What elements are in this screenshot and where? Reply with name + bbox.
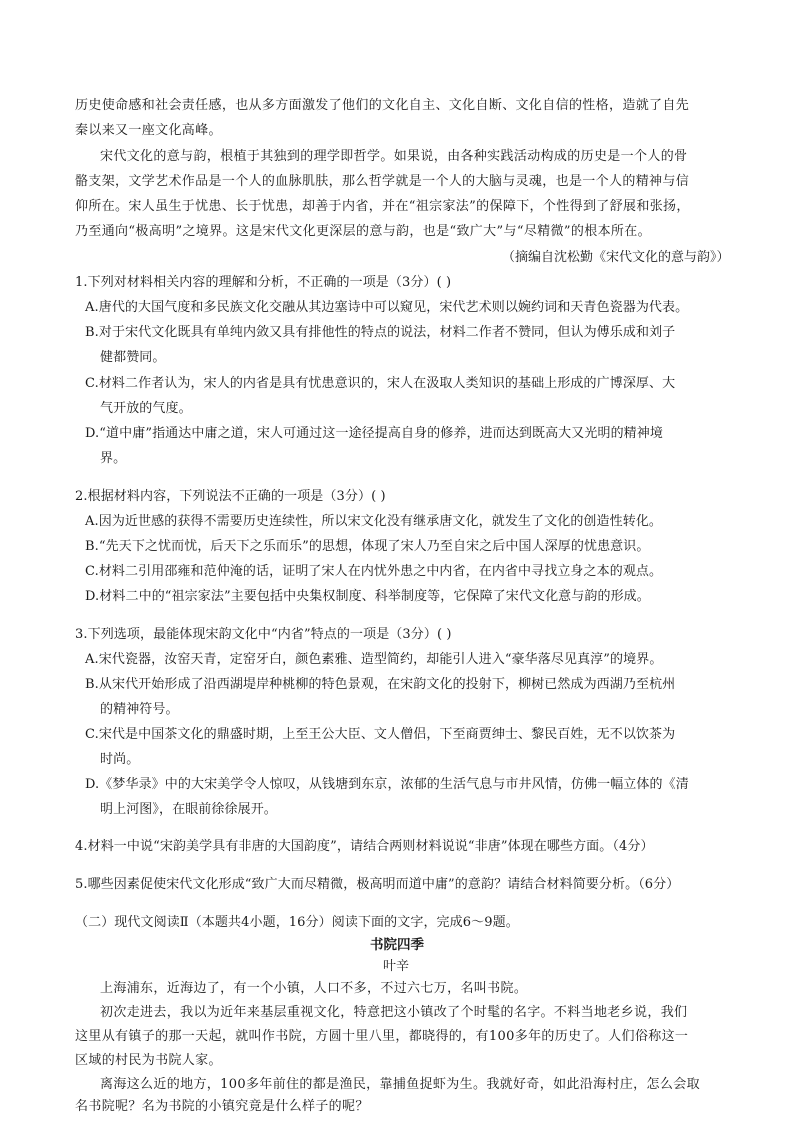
- question-2-stem: 2.根据材料内容，下列说法不正确的一项是（3分）( ): [75, 489, 386, 504]
- section-2-header: （二）现代文阅读Ⅱ（本题共4小题，16分）阅读下面的文字，完成6～9题。: [75, 915, 519, 930]
- article-paragraph-line: 初次走进去，我以为近年来基层重视文化，特意把这小镇改了个时髦的名字。不料当地老乡说，我们: [100, 1005, 688, 1020]
- question-1-option-d-cont: 界。: [100, 451, 127, 466]
- material-paragraph-line: 骼支架，文学艺术作品是一个人的血脉肌肤，那么哲学就是一个人的大脑与灵魂，也是一个人的精神与信: [75, 174, 690, 189]
- question-2-option-a: A.因为近世感的获得不需要历史连续性，所以宋文化没有继承唐文化，就发生了文化的创造性转化。: [85, 514, 663, 529]
- question-2-option-b: B.“先天下之忧而忧，后天下之乐而乐”的思想，体现了宋人乃至自宋之后中国人深厚的忧患意识。: [85, 539, 650, 554]
- material-paragraph-line: 历史使命感和社会责任感，也从多方面激发了他们的文化自主、文化自断、文化自信的性格，造就了自先: [75, 98, 690, 113]
- question-3-option-a: A.宋代瓷器，汝窑天青，定窑牙白，颜色素雅、造型简约，却能引人进入“豪华落尽见真淳”的境界。: [85, 652, 663, 667]
- article-paragraph-line: 这里从有镇子的那一天起，就叫作书院，方圆十里八里，都晓得的，有100多年的历史了。人们俗称这一: [75, 1029, 689, 1044]
- question-4: 4.材料一中说“宋韵美学具有非唐的大国韵度”，请结合两则材料说说“非唐”体现在哪些方面。（4分）: [75, 839, 654, 854]
- question-2-option-c: C.材料二引用邵雍和范仲淹的话，证明了宋人在内忧外患之中内省，在内省中寻找立身之本的观点。: [85, 564, 663, 579]
- article-author: 叶辛: [383, 959, 410, 974]
- question-1-option-b-cont: 健都赞同。: [100, 350, 166, 365]
- question-3-option-b: B.从宋代开始形成了沿西湖堤岸种桃柳的特色景观，在宋韵文化的投射下，柳树已然成为西湖乃至杭州: [85, 677, 676, 692]
- article-paragraph-line: 区域的村民为书院人家。: [75, 1053, 222, 1068]
- article-paragraph-line: 离海这么近的地方，100多年前住的都是渔民，靠捕鱼捉虾为生。我就好奇，如此沿海村庄，怎么会取: [100, 1077, 700, 1092]
- question-2-option-d: D.材料二中的“祖宗家法”主要包括中央集权制度、科举制度等，它保障了宋代文化意与韵的形成。: [85, 589, 650, 604]
- question-1-option-b: B.对于宋代文化既具有单纯内敛又具有排他性的特点的说法，材料二作者不赞同，但认为傅乐成和刘子: [85, 325, 676, 340]
- question-3-stem: 3.下列选项，最能体现宋韵文化中“内省”特点的一项是（3分）( ): [75, 627, 452, 642]
- material-paragraph-line: 秦以来又一座文化高峰。: [75, 123, 222, 138]
- question-1-option-c-cont: 气开放的气度。: [100, 401, 192, 416]
- article-title: 书院四季: [370, 937, 424, 953]
- question-3-option-c-cont: 时尚。: [100, 752, 140, 767]
- question-5: 5.哪些因素促使宋代文化形成“致广大而尽精微，极高明而道中庸”的意韵？请结合材料简要分析。（6分）: [75, 877, 680, 892]
- question-1-option-d: D.“道中庸”指通达中庸之道，宋人可通过这一途径提高自身的修养，进而达到既高大又光明的精神境: [85, 426, 663, 441]
- question-3-option-d-cont: 明上河图》，在眼前徐徐展开。: [100, 802, 277, 817]
- question-3-option-c: C.宋代是中国茶文化的鼎盛时期，上至王公大臣、文人僧侣，下至商贾绅士、黎民百姓，无不以饮茶为: [85, 727, 676, 742]
- material-paragraph-line: 仰所在。宋人虽生于忧患、长于忧患，却善于内省，并在“祖宗家法”的保障下，个性得到了舒展和张扬，: [75, 199, 690, 214]
- question-1-option-c: C.材料二作者认为，宋人的内省是具有忧患意识的，宋人在汲取人类知识的基础上形成的广博深厚、大: [85, 376, 676, 391]
- question-3-option-b-cont: 的精神符号。: [100, 702, 179, 717]
- question-3-option-d: D.《梦华录》中的大宋美学令人惊叹，从钱塘到东京，浓郁的生活气息与市井风情，仿佛一幅立体的《清: [85, 777, 689, 792]
- material-paragraph-line: 乃至通向“极高明”之境界。这是宋代文化更深层的意与韵，也是“致广大”与“尽精微”的根本所在。: [75, 224, 651, 239]
- question-1-stem: 1.下列对材料相关内容的理解和分析，不正确的一项是（3分）( ): [75, 275, 452, 290]
- material-source: （摘编自沈松勤《宋代文化的意与韵》）: [502, 250, 730, 265]
- material-paragraph-line: 宋代文化的意与韵，根植于其独到的理学即哲学。如果说，由各种实践活动构成的历史是一个人的骨: [100, 149, 688, 164]
- question-1-option-a: A.唐代的大国气度和多民族文化交融从其边塞诗中可以窥见，宋代艺术则以婉约词和天青色瓷器为代表。: [85, 300, 689, 315]
- article-paragraph-line: 上海浦东，近海边了，有一个小镇，人口不多，不过六七万，名叫书院。: [100, 981, 528, 996]
- article-paragraph-line: 名书院呢？名为书院的小镇究竟是什么样子的呢？: [75, 1099, 369, 1114]
